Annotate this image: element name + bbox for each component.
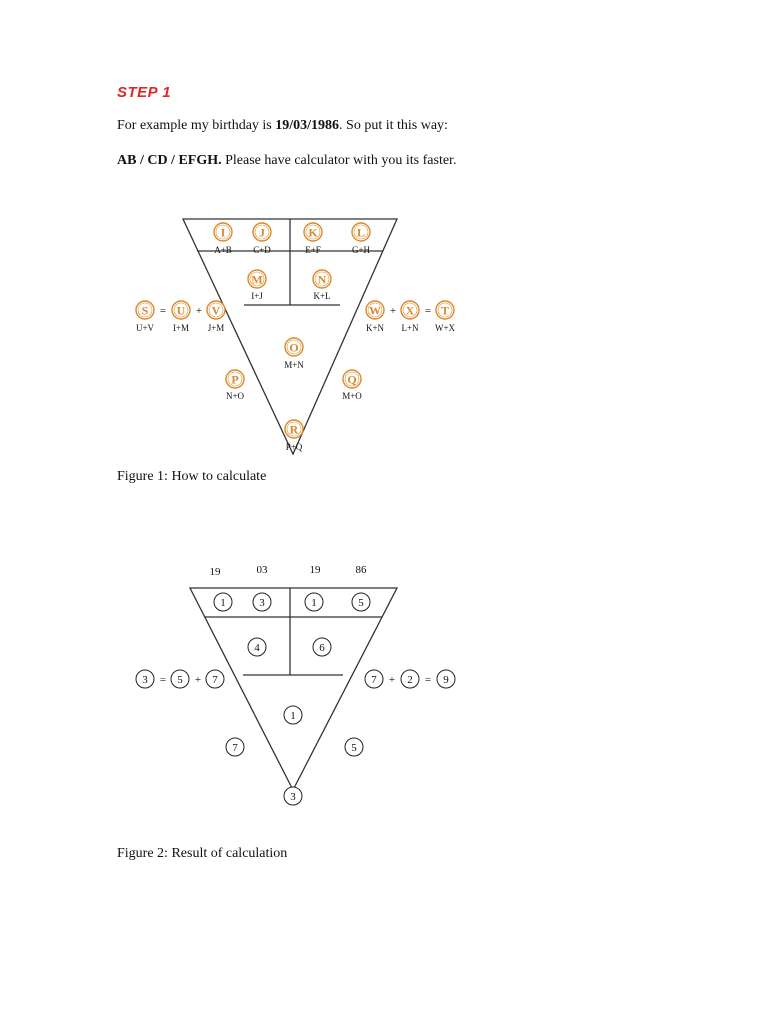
right-plus-sign: + xyxy=(389,305,397,317)
node-V-letter: V xyxy=(211,303,221,318)
node-K-formula: E+F xyxy=(305,245,321,255)
svg-text:5: 5 xyxy=(177,674,183,686)
intro-paragraph xyxy=(117,118,448,134)
node-R xyxy=(285,420,303,438)
fig2-left-equals-sign: = xyxy=(159,674,167,686)
svg-text:1: 1 xyxy=(290,710,296,722)
node-J-formula: C+D xyxy=(253,245,271,255)
node-U-letter: U xyxy=(176,303,186,318)
node-O xyxy=(285,338,303,356)
svg-text:2: 2 xyxy=(407,674,413,686)
node-S-formula: U+V xyxy=(135,323,155,333)
node-N xyxy=(313,270,331,288)
value-N xyxy=(313,638,331,656)
left-plus-sign: + xyxy=(195,305,203,317)
node-M xyxy=(248,270,266,288)
fig2-left-plus-sign: + xyxy=(194,674,202,686)
node-L xyxy=(352,223,370,241)
node-I-formula: A+B xyxy=(214,245,232,255)
svg-text:7: 7 xyxy=(212,674,218,686)
figure-2-triangle xyxy=(190,588,397,790)
node-J-letter: J xyxy=(259,225,265,240)
calculator-note: Please have calculator with you its faster. xyxy=(221,153,457,168)
svg-text:7: 7 xyxy=(232,742,238,754)
value-X xyxy=(401,670,419,688)
fig2-right-equals-sign: = xyxy=(424,674,432,686)
value-Q xyxy=(345,738,363,756)
value-S xyxy=(136,670,154,688)
node-L-formula: G+H xyxy=(351,245,371,255)
figure-1-diagram xyxy=(0,205,768,465)
svg-text:7: 7 xyxy=(371,674,377,686)
svg-text:3: 3 xyxy=(290,791,296,803)
value-K xyxy=(305,593,323,611)
date-pattern: AB / CD / EFGH. xyxy=(117,153,222,168)
header-day: 19 xyxy=(209,566,221,578)
node-I-letter: I xyxy=(220,225,226,240)
node-U-formula: I+M xyxy=(172,323,190,333)
svg-text:3: 3 xyxy=(259,597,265,609)
svg-text:5: 5 xyxy=(351,742,357,754)
value-J xyxy=(253,593,271,611)
svg-text:6: 6 xyxy=(319,642,325,654)
value-W xyxy=(365,670,383,688)
value-P xyxy=(226,738,244,756)
node-K-letter: K xyxy=(308,225,318,240)
node-V-formula: J+M xyxy=(207,323,225,333)
svg-text:4: 4 xyxy=(254,642,260,654)
svg-text:9: 9 xyxy=(443,674,449,686)
node-V xyxy=(207,301,225,319)
value-M xyxy=(248,638,266,656)
node-N-formula: K+L xyxy=(313,291,331,301)
node-W-letter: W xyxy=(369,303,381,318)
value-V xyxy=(206,670,224,688)
node-K xyxy=(304,223,322,241)
node-N-letter: N xyxy=(317,272,327,287)
left-equals-sign: = xyxy=(159,305,167,317)
node-X-letter: X xyxy=(405,303,415,318)
node-X xyxy=(401,301,419,319)
intro-prefix: For example my birthday is xyxy=(117,118,276,133)
node-S xyxy=(136,301,154,319)
node-R-formula: P+Q xyxy=(285,442,303,452)
node-U xyxy=(172,301,190,319)
svg-text:1: 1 xyxy=(311,597,317,609)
header-century: 19 xyxy=(309,564,321,576)
value-T xyxy=(437,670,455,688)
intro-suffix: . So put it this way: xyxy=(339,118,448,133)
node-W-formula: K+N xyxy=(365,323,385,333)
figure-1-caption: Figure 1: How to calculate xyxy=(117,469,267,484)
node-P-letter: P xyxy=(231,372,239,387)
node-T xyxy=(436,301,454,319)
node-T-formula: W+X xyxy=(434,323,456,333)
header-month: 03 xyxy=(256,564,268,576)
svg-text:5: 5 xyxy=(358,597,364,609)
header-year: 86 xyxy=(355,564,367,576)
fig2-right-plus-sign: + xyxy=(388,674,396,686)
node-Q-formula: M+O xyxy=(342,391,362,401)
value-L xyxy=(352,593,370,611)
node-P-formula: N+O xyxy=(225,391,245,401)
figure-2-caption: Figure 2: Result of calculation xyxy=(117,846,288,861)
node-J xyxy=(253,223,271,241)
node-I xyxy=(214,223,232,241)
value-I xyxy=(214,593,232,611)
node-L-letter: L xyxy=(356,225,366,240)
node-Q-letter: Q xyxy=(347,372,357,387)
value-U xyxy=(171,670,189,688)
node-O-formula: M+N xyxy=(284,360,304,370)
step-heading: STEP 1 xyxy=(117,84,172,101)
node-X-formula: L+N xyxy=(401,323,419,333)
svg-text:1: 1 xyxy=(220,597,226,609)
format-paragraph xyxy=(117,153,456,169)
value-O xyxy=(284,706,302,724)
value-R xyxy=(284,787,302,805)
node-W xyxy=(366,301,384,319)
node-S-letter: S xyxy=(141,303,149,318)
node-R-letter: R xyxy=(289,422,299,437)
node-O-letter: O xyxy=(289,340,299,355)
svg-text:3: 3 xyxy=(142,674,148,686)
node-P xyxy=(226,370,244,388)
node-T-letter: T xyxy=(440,303,450,318)
node-M-formula: I+J xyxy=(251,291,263,301)
right-equals-sign: = xyxy=(424,305,432,317)
birthday-date: 19/03/1986 xyxy=(275,118,340,133)
node-Q xyxy=(343,370,361,388)
figure-2-diagram xyxy=(0,555,768,815)
node-M-letter: M xyxy=(251,272,263,287)
